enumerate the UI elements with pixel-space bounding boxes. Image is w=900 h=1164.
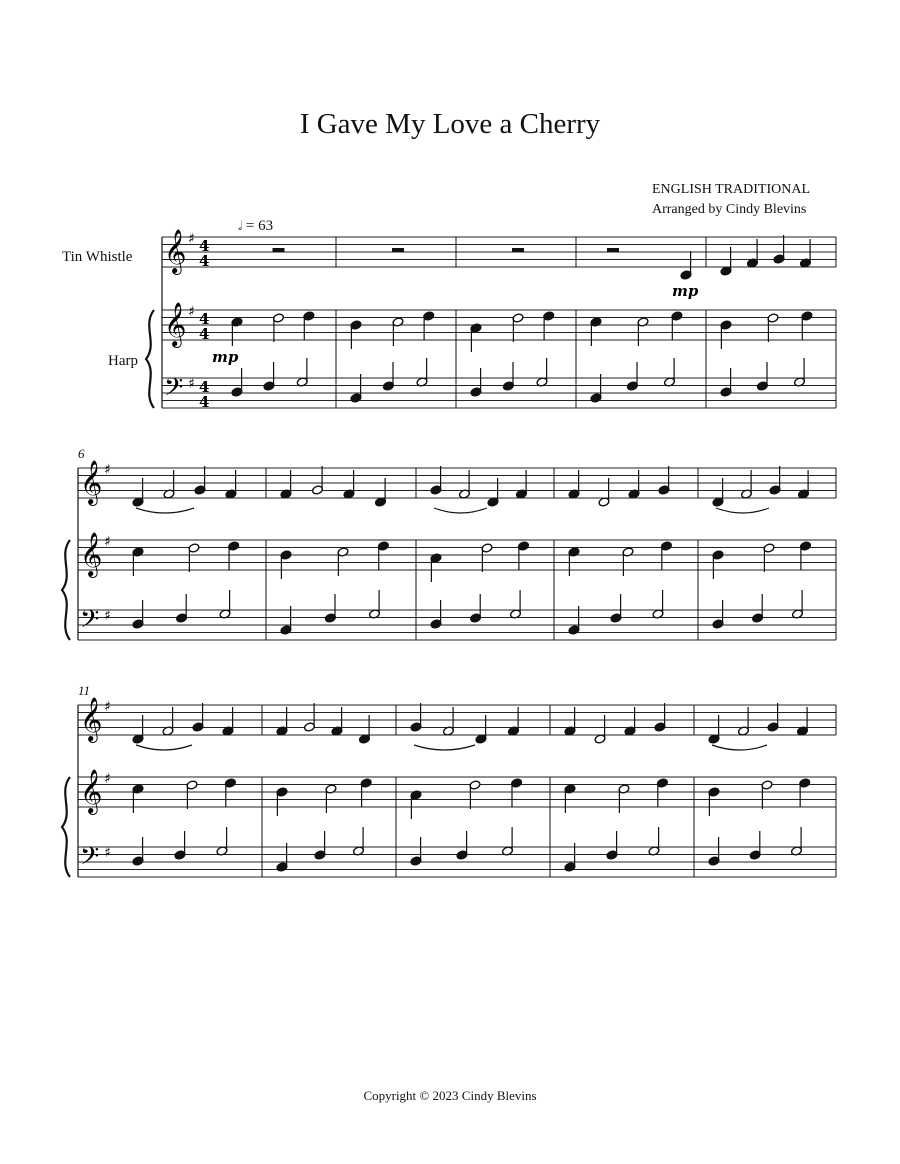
treble-clef-icon: 𝄞 bbox=[164, 229, 187, 273]
brace bbox=[62, 540, 70, 640]
measure-number: 11 bbox=[78, 683, 91, 698]
time-signature-bottom: 4 bbox=[199, 325, 210, 343]
instrument-label-whistle: Tin Whistle bbox=[62, 249, 133, 265]
rest-mark bbox=[607, 248, 619, 252]
slur bbox=[136, 508, 194, 513]
rest-mark bbox=[392, 248, 404, 252]
treble-clef-icon: 𝄞 bbox=[164, 302, 187, 346]
slur bbox=[716, 508, 769, 513]
composer-credit: ENGLISH TRADITIONAL bbox=[652, 182, 810, 197]
slur bbox=[414, 745, 475, 750]
measure-number: 6 bbox=[78, 446, 85, 461]
slur bbox=[434, 508, 487, 513]
score-title: I Gave My Love a Cherry bbox=[299, 108, 601, 140]
rest-mark bbox=[273, 248, 285, 252]
brace bbox=[62, 777, 70, 877]
treble-clef-icon: 𝄞 bbox=[80, 769, 103, 813]
treble-clef-icon: 𝄞 bbox=[80, 460, 103, 504]
bass-clef-icon: 𝄢 bbox=[164, 373, 184, 408]
sharp-icon: ♯ bbox=[104, 462, 111, 478]
sharp-icon: ♯ bbox=[188, 376, 195, 392]
time-signature-top: 4 bbox=[199, 237, 210, 255]
treble-clef-icon: 𝄞 bbox=[80, 697, 103, 741]
bass-clef-icon: 𝄢 bbox=[80, 605, 100, 640]
dynamic-marking: mp bbox=[212, 348, 239, 366]
time-signature-top: 4 bbox=[199, 310, 210, 328]
bass-clef-icon: 𝄢 bbox=[80, 842, 100, 877]
tempo-value: = 63 bbox=[245, 218, 274, 234]
arranger-credit: Arranged by Cindy Blevins bbox=[652, 202, 807, 217]
time-signature-bottom: 4 bbox=[199, 252, 210, 270]
time-signature-top: 4 bbox=[199, 378, 210, 396]
slur bbox=[136, 745, 192, 750]
sharp-icon: ♯ bbox=[104, 699, 111, 715]
rest-mark bbox=[512, 248, 524, 252]
sharp-icon: ♯ bbox=[104, 845, 111, 861]
slur bbox=[712, 745, 767, 750]
half-note-icon: 𝅗𝅥 bbox=[238, 218, 243, 233]
copyright-notice: Copyright © 2023 Cindy Blevins bbox=[363, 1088, 537, 1103]
sharp-icon: ♯ bbox=[104, 608, 111, 624]
time-signature-bottom: 4 bbox=[199, 393, 210, 411]
sharp-icon: ♯ bbox=[188, 231, 195, 247]
sharp-icon: ♯ bbox=[104, 771, 111, 787]
brace bbox=[146, 310, 154, 408]
treble-clef-icon: 𝄞 bbox=[80, 532, 103, 576]
dynamic-marking: mp bbox=[672, 282, 699, 300]
instrument-label-harp: Harp bbox=[108, 353, 138, 369]
sharp-icon: ♯ bbox=[104, 534, 111, 550]
sharp-icon: ♯ bbox=[188, 304, 195, 320]
